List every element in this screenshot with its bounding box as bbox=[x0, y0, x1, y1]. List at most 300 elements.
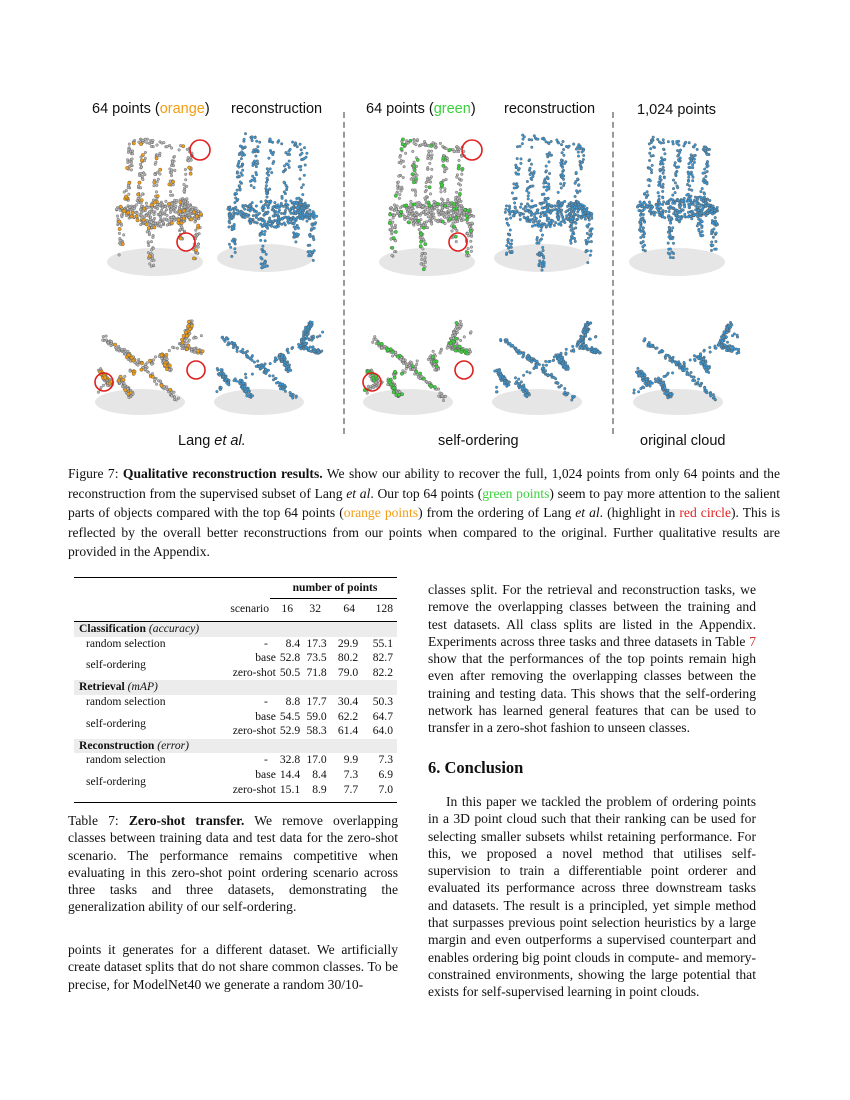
cloud-point bbox=[425, 185, 428, 188]
cloud-point bbox=[457, 150, 460, 153]
cloud-point bbox=[442, 164, 445, 167]
cloud-point bbox=[418, 372, 421, 375]
cloud-point bbox=[399, 214, 402, 217]
cloud-point bbox=[127, 148, 130, 151]
cloud-point bbox=[459, 209, 462, 212]
cloud-point bbox=[293, 201, 296, 204]
cloud-point bbox=[654, 378, 657, 381]
cloud-point bbox=[520, 381, 523, 384]
cloud-point bbox=[509, 217, 512, 220]
cloud-point bbox=[269, 168, 272, 171]
cloud-point bbox=[419, 244, 422, 247]
cloud-point bbox=[560, 202, 563, 205]
cloud-point bbox=[652, 211, 655, 214]
cloud-point bbox=[280, 212, 283, 215]
cloud-point bbox=[264, 212, 267, 215]
cloud-point bbox=[544, 197, 547, 200]
cloud-point bbox=[264, 223, 267, 226]
cloud-point bbox=[535, 217, 538, 220]
cloud-point bbox=[225, 378, 228, 381]
cloud-point bbox=[141, 153, 144, 156]
cloud-point bbox=[138, 181, 141, 184]
cloud-point bbox=[715, 248, 718, 251]
cloud-point bbox=[434, 369, 437, 372]
cloud-point bbox=[129, 370, 132, 373]
cloud-point bbox=[571, 233, 574, 236]
cloud-point bbox=[574, 240, 577, 243]
cloud-point bbox=[452, 222, 455, 225]
cloud-point bbox=[414, 194, 417, 197]
cloud-point bbox=[253, 361, 256, 364]
highlight-red-circle bbox=[449, 233, 467, 251]
cloud-point bbox=[449, 342, 452, 345]
cloud-point bbox=[268, 217, 271, 220]
cloud-point bbox=[182, 209, 185, 212]
cloud-point bbox=[100, 386, 103, 389]
cloud-point bbox=[150, 141, 153, 144]
cloud-point bbox=[189, 172, 192, 175]
cloud-point bbox=[168, 364, 171, 367]
cloud-point bbox=[154, 378, 157, 381]
cloud-point bbox=[562, 175, 565, 178]
cloud-point bbox=[541, 367, 544, 370]
cloud-point bbox=[640, 236, 643, 239]
cloud-point bbox=[519, 218, 522, 221]
cloud-point bbox=[251, 354, 254, 357]
cloud-point bbox=[261, 230, 264, 233]
cloud-point bbox=[560, 143, 563, 146]
cloud-point bbox=[136, 212, 139, 215]
cloud-point bbox=[517, 385, 520, 388]
cloud-point bbox=[152, 247, 155, 250]
cloud-point bbox=[561, 356, 564, 359]
cloud-point bbox=[156, 184, 159, 187]
cloud-point bbox=[154, 356, 157, 359]
cloud-point bbox=[192, 337, 195, 340]
cloud-point bbox=[661, 162, 664, 165]
cloud-point bbox=[166, 224, 169, 227]
label-64-green: 64 points (green) bbox=[366, 101, 476, 117]
plane-reconstruction-self bbox=[485, 310, 610, 420]
cloud-point bbox=[173, 396, 176, 399]
highlight-red-circle bbox=[455, 361, 473, 379]
cloud-point bbox=[263, 233, 266, 236]
cloud-point bbox=[694, 144, 697, 147]
cloud-point bbox=[691, 179, 694, 182]
cloud-point bbox=[304, 164, 307, 167]
cloud-point bbox=[388, 213, 391, 216]
cloud-point bbox=[538, 260, 541, 263]
cloud-point bbox=[232, 216, 235, 219]
cloud-point bbox=[426, 157, 429, 160]
cloud-point bbox=[445, 147, 448, 150]
cloud-point bbox=[228, 226, 231, 229]
cloud-point bbox=[456, 220, 459, 223]
cloud-point bbox=[391, 208, 394, 211]
cloud-point bbox=[167, 219, 170, 222]
cloud-point bbox=[529, 220, 532, 223]
cloud-point bbox=[180, 222, 183, 225]
cloud-point bbox=[428, 150, 431, 153]
cloud-point bbox=[667, 140, 670, 143]
cloud-point bbox=[314, 221, 317, 224]
cloud-point bbox=[265, 368, 268, 371]
cloud-point bbox=[570, 220, 573, 223]
cloud-point bbox=[228, 214, 231, 217]
cloud-point bbox=[246, 350, 249, 353]
cloud-point bbox=[639, 201, 642, 204]
cloud-point bbox=[658, 201, 661, 204]
cloud-point bbox=[226, 382, 229, 385]
cloud-point bbox=[288, 368, 291, 371]
cloud-point bbox=[423, 258, 426, 261]
cloud-point bbox=[413, 164, 416, 167]
cloud-point bbox=[226, 344, 229, 347]
cloud-point bbox=[641, 203, 644, 206]
cloud-point bbox=[156, 205, 159, 208]
cloud-point bbox=[709, 199, 712, 202]
cloud-point bbox=[435, 143, 438, 146]
cloud-point bbox=[285, 203, 288, 206]
cloud-point bbox=[643, 236, 646, 239]
cloud-point bbox=[699, 223, 702, 226]
cloud-point bbox=[234, 201, 237, 204]
cloud-point bbox=[456, 331, 459, 334]
cloud-point bbox=[284, 168, 287, 171]
cloud-point bbox=[155, 191, 158, 194]
cloud-point bbox=[424, 197, 427, 200]
cloud-point bbox=[651, 164, 654, 167]
cloud-point bbox=[498, 370, 501, 373]
cloud-point bbox=[436, 202, 439, 205]
cloud-point bbox=[550, 373, 553, 376]
cloud-point bbox=[671, 227, 674, 230]
cloud-point bbox=[711, 229, 714, 232]
cloud-point bbox=[120, 224, 123, 227]
cloud-point bbox=[541, 253, 544, 256]
cloud-point bbox=[281, 195, 284, 198]
cloud-point bbox=[553, 224, 556, 227]
cloud-point bbox=[455, 191, 458, 194]
cloud-point bbox=[539, 262, 542, 265]
cloud-point bbox=[280, 360, 283, 363]
cloud-point bbox=[672, 179, 675, 182]
cloud-point bbox=[197, 224, 200, 227]
cloud-point bbox=[160, 225, 163, 228]
cloud-point bbox=[140, 202, 143, 205]
cloud-point bbox=[143, 207, 146, 210]
cloud-point bbox=[265, 372, 268, 375]
cloud-point bbox=[115, 208, 118, 211]
cloud-point bbox=[582, 344, 585, 347]
cloud-point bbox=[518, 167, 521, 170]
cloud-point bbox=[393, 250, 396, 253]
cloud-point bbox=[459, 326, 462, 329]
cloud-point bbox=[173, 398, 176, 401]
cloud-point bbox=[415, 363, 418, 366]
cloud-point bbox=[270, 171, 273, 174]
cloud-point bbox=[399, 187, 402, 190]
cloud-point bbox=[701, 208, 704, 211]
cloud-point bbox=[468, 348, 471, 351]
cloud-point bbox=[696, 148, 699, 151]
cloud-point bbox=[259, 234, 262, 237]
cloud-point bbox=[693, 358, 696, 361]
cloud-point bbox=[692, 376, 695, 379]
cloud-point bbox=[661, 215, 664, 218]
cloud-point bbox=[509, 243, 512, 246]
cloud-point bbox=[290, 394, 293, 397]
chair-reconstruction-lang bbox=[210, 118, 335, 283]
cloud-point bbox=[575, 222, 578, 225]
cloud-point bbox=[412, 150, 415, 153]
cloud-point bbox=[147, 241, 150, 244]
cloud-point bbox=[662, 350, 665, 353]
cloud-point bbox=[303, 341, 306, 344]
cloud-point bbox=[396, 205, 399, 208]
cloud-point bbox=[371, 341, 374, 344]
cloud-point bbox=[683, 197, 686, 200]
cloud-point bbox=[130, 161, 133, 164]
cloud-point bbox=[283, 222, 286, 225]
cloud-point bbox=[148, 212, 151, 215]
cloud-point bbox=[522, 208, 525, 211]
cloud-point bbox=[560, 352, 563, 355]
cloud-point bbox=[302, 184, 305, 187]
cloud-point bbox=[646, 205, 649, 208]
cloud-point bbox=[674, 191, 677, 194]
cloud-point bbox=[144, 151, 147, 154]
cloud-point bbox=[667, 396, 670, 399]
cloud-point bbox=[235, 192, 238, 195]
cloud-point bbox=[547, 183, 550, 186]
cloud-point bbox=[415, 370, 418, 373]
cloud-point bbox=[266, 172, 269, 175]
cloud-point bbox=[438, 214, 441, 217]
cloud-point bbox=[280, 202, 283, 205]
cloud-point bbox=[705, 175, 708, 178]
cloud-point bbox=[650, 207, 653, 210]
cloud-point bbox=[305, 336, 308, 339]
cloud-point bbox=[279, 388, 282, 391]
cloud-point bbox=[285, 151, 288, 154]
cloud-point bbox=[535, 366, 538, 369]
cloud-point bbox=[509, 342, 512, 345]
cloud-point bbox=[548, 203, 551, 206]
cloud-point bbox=[527, 216, 530, 219]
cloud-point bbox=[195, 229, 198, 232]
cloud-point bbox=[527, 195, 530, 198]
cloud-point bbox=[170, 171, 173, 174]
cloud-point bbox=[581, 341, 584, 344]
cloud-point bbox=[640, 242, 643, 245]
cloud-point bbox=[374, 335, 377, 338]
cloud-point bbox=[177, 218, 180, 221]
cloud-point bbox=[440, 350, 443, 353]
cloud-point bbox=[391, 355, 394, 358]
cloud-point bbox=[657, 209, 660, 212]
cloud-point bbox=[541, 264, 544, 267]
cloud-point bbox=[125, 189, 128, 192]
cloud-point bbox=[462, 219, 465, 222]
cloud-point bbox=[127, 392, 130, 395]
cloud-point bbox=[227, 208, 230, 211]
cloud-point bbox=[430, 223, 433, 226]
cloud-point bbox=[400, 190, 403, 193]
cloud-point bbox=[574, 182, 577, 185]
cloud-point bbox=[571, 399, 574, 402]
cloud-point bbox=[561, 151, 564, 154]
cloud-point bbox=[531, 225, 534, 228]
cloud-point bbox=[137, 185, 140, 188]
cloud-point bbox=[560, 213, 563, 216]
cloud-point bbox=[119, 205, 122, 208]
cloud-point bbox=[395, 208, 398, 211]
cloud-point bbox=[166, 386, 169, 389]
cloud-point bbox=[400, 393, 403, 396]
cloud-point bbox=[153, 226, 156, 229]
cloud-point bbox=[465, 352, 468, 355]
chair-original-cloud bbox=[622, 122, 737, 282]
cloud-point bbox=[392, 221, 395, 224]
cloud-point bbox=[661, 190, 664, 193]
cloud-point bbox=[522, 356, 525, 359]
cloud-point bbox=[528, 211, 531, 214]
cloud-point bbox=[290, 200, 293, 203]
plane-lang-orange bbox=[88, 310, 213, 420]
cloud-point bbox=[258, 365, 261, 368]
cloud-point bbox=[458, 199, 461, 202]
cloud-point bbox=[391, 246, 394, 249]
cloud-point bbox=[196, 252, 199, 255]
cloud-point bbox=[688, 166, 691, 169]
cloud-point bbox=[560, 359, 563, 362]
cloud-point bbox=[251, 201, 254, 204]
green-word: green bbox=[433, 101, 471, 117]
cloud-point bbox=[587, 211, 590, 214]
cloud-point bbox=[560, 187, 563, 190]
cloud-point bbox=[244, 132, 247, 135]
cloud-point bbox=[272, 160, 275, 163]
cloud-point bbox=[575, 171, 578, 174]
cloud-point bbox=[237, 162, 240, 165]
cloud-point bbox=[565, 215, 568, 218]
cloud-point bbox=[526, 371, 529, 374]
cloud-point bbox=[541, 269, 544, 272]
cloud-point bbox=[293, 210, 296, 213]
cloud-point bbox=[553, 356, 556, 359]
cloud-point bbox=[178, 149, 181, 152]
cloud-point bbox=[408, 212, 411, 215]
cloud-point bbox=[296, 225, 299, 228]
cloud-point bbox=[701, 220, 704, 223]
cloud-point bbox=[282, 171, 285, 174]
cloud-point bbox=[240, 213, 243, 216]
cloud-point bbox=[413, 142, 416, 145]
cloud-point bbox=[377, 342, 380, 345]
cloud-point bbox=[266, 177, 269, 180]
cloud-point bbox=[576, 201, 579, 204]
cloud-point bbox=[366, 392, 369, 395]
cloud-point bbox=[234, 248, 237, 251]
cloud-point bbox=[238, 381, 241, 384]
cloud-point bbox=[506, 218, 509, 221]
cloud-point bbox=[407, 221, 410, 224]
cloud-point bbox=[393, 376, 396, 379]
cloud-point bbox=[675, 140, 678, 143]
cloud-point bbox=[672, 194, 675, 197]
cloud-point bbox=[714, 216, 717, 219]
cloud-point bbox=[515, 211, 518, 214]
cloud-point bbox=[391, 254, 394, 257]
cloud-point bbox=[152, 219, 155, 222]
cloud-point bbox=[557, 142, 560, 145]
cloud-point bbox=[458, 192, 461, 195]
cloud-point bbox=[695, 205, 698, 208]
label-reconstruction-1: reconstruction bbox=[231, 101, 323, 117]
cloud-point bbox=[238, 153, 241, 156]
cloud-point bbox=[671, 372, 674, 375]
cloud-point bbox=[168, 349, 171, 352]
cloud-point bbox=[228, 222, 231, 225]
cloud-point bbox=[176, 199, 179, 202]
cloud-point bbox=[437, 388, 440, 391]
cloud-point bbox=[594, 336, 597, 339]
cloud-point bbox=[642, 229, 645, 232]
cloud-point bbox=[715, 232, 718, 235]
cloud-point bbox=[648, 152, 651, 155]
cloud-point bbox=[516, 185, 519, 188]
cloud-point bbox=[399, 193, 402, 196]
cloud-point bbox=[540, 212, 543, 215]
cloud-point bbox=[451, 335, 454, 338]
cloud-point bbox=[429, 215, 432, 218]
cloud-point bbox=[666, 201, 669, 204]
cloud-point bbox=[430, 150, 433, 153]
cloud-point bbox=[261, 263, 264, 266]
cloud-point bbox=[564, 387, 567, 390]
cloud-point bbox=[140, 214, 143, 217]
cloud-point bbox=[422, 238, 425, 241]
cloud-point bbox=[554, 205, 557, 208]
cloud-point bbox=[154, 173, 157, 176]
cloud-point bbox=[168, 183, 171, 186]
cloud-point bbox=[149, 218, 152, 221]
cloud-point bbox=[442, 156, 445, 159]
cloud-point bbox=[470, 240, 473, 243]
cloud-point bbox=[547, 374, 550, 377]
cloud-point bbox=[702, 361, 705, 364]
cloud-point bbox=[714, 345, 717, 348]
cloud-point bbox=[453, 203, 456, 206]
cloud-point bbox=[538, 253, 541, 256]
cloud-point bbox=[511, 192, 514, 195]
cast-shadow bbox=[107, 248, 203, 276]
cloud-point bbox=[413, 368, 416, 371]
cloud-point bbox=[182, 145, 185, 148]
cloud-point bbox=[256, 360, 259, 363]
cloud-point bbox=[693, 161, 696, 164]
cloud-point bbox=[687, 180, 690, 183]
cloud-point bbox=[257, 162, 260, 165]
cloud-point bbox=[411, 219, 414, 222]
cloud-point bbox=[233, 342, 236, 345]
cloud-point bbox=[300, 186, 303, 189]
cloud-point bbox=[430, 211, 433, 214]
cloud-point bbox=[579, 160, 582, 163]
cloud-point bbox=[444, 395, 447, 398]
cloud-point bbox=[267, 224, 270, 227]
